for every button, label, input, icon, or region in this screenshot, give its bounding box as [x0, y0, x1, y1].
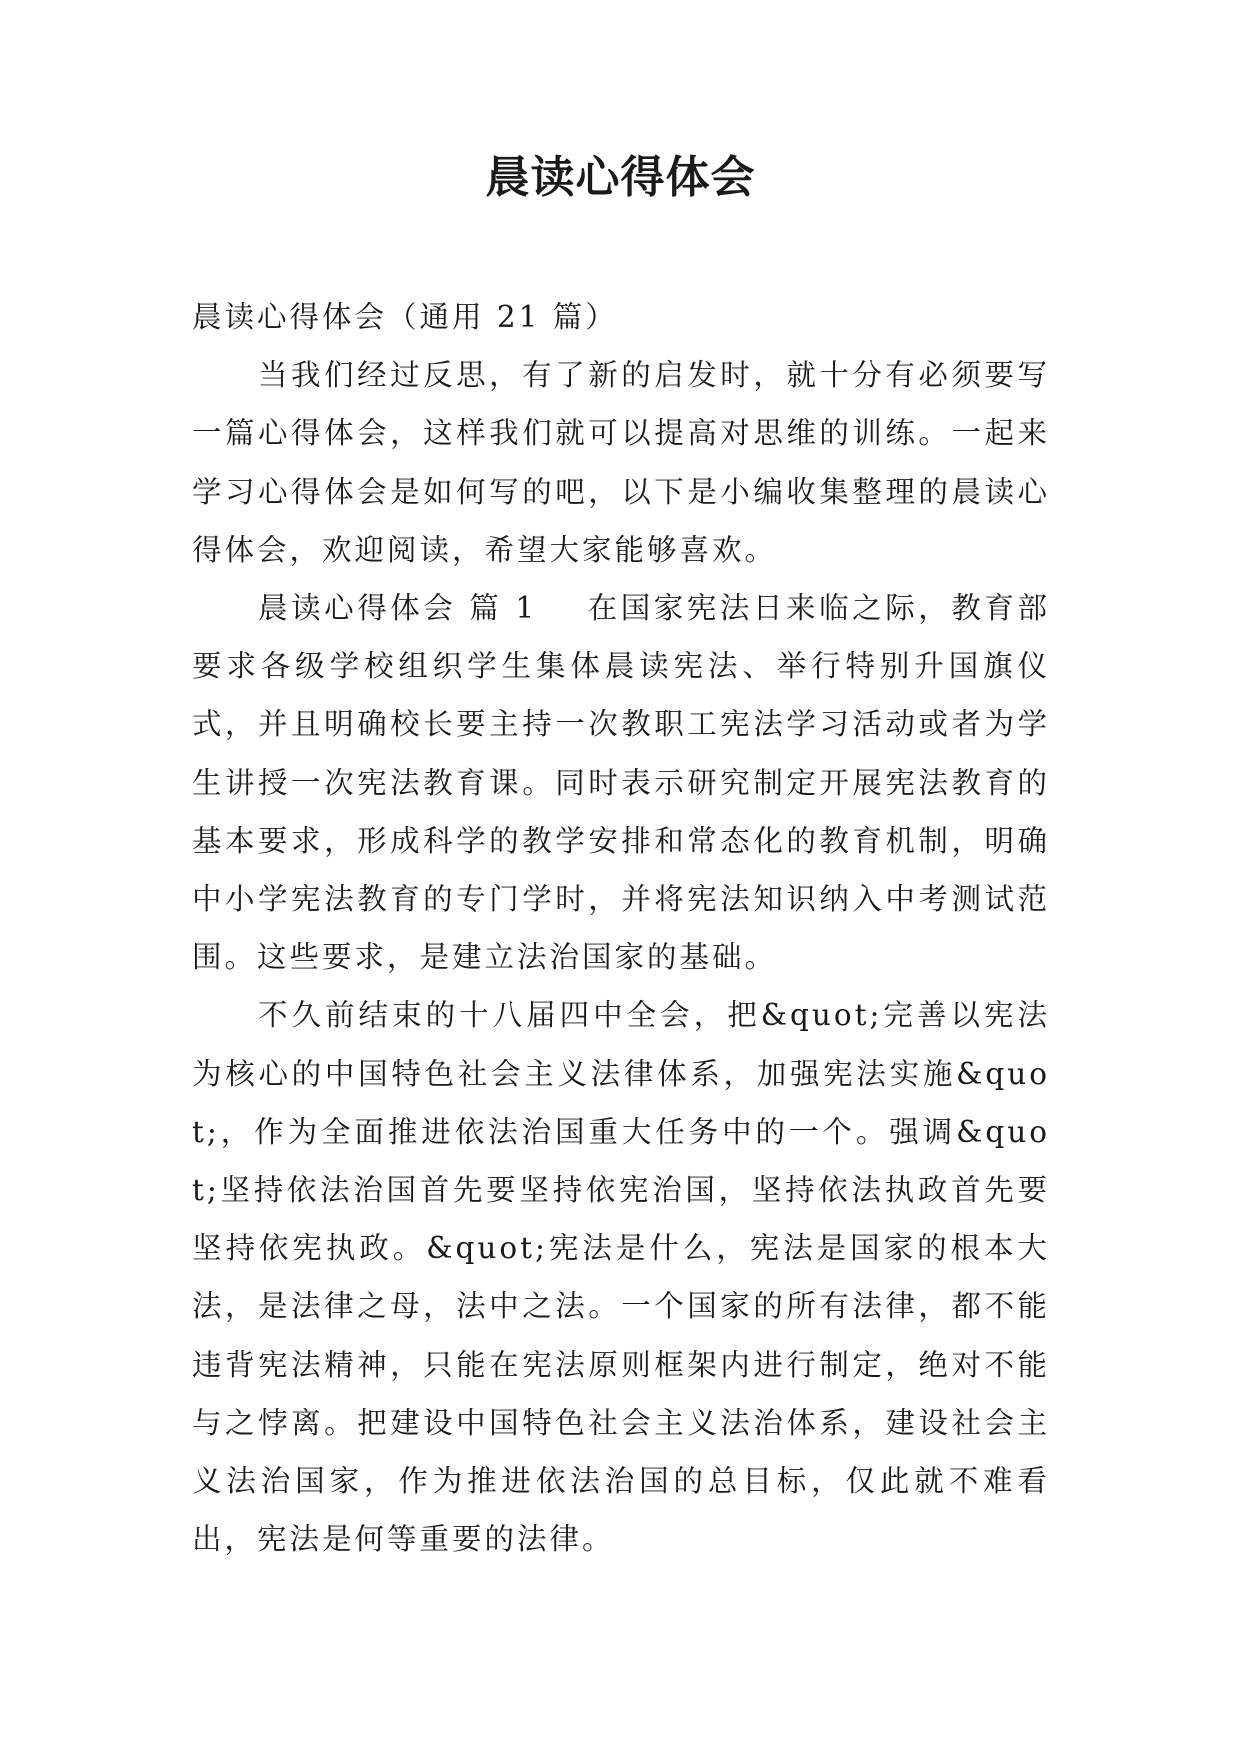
document-subtitle: 晨读心得体会（通用 21 篇） — [192, 300, 618, 334]
section-heading: 晨读心得体会 篇 1 — [258, 591, 538, 626]
section-1-paragraph — [192, 579, 1050, 986]
document-title: 晨读心得体会 — [485, 152, 756, 203]
intro-paragraph: 当我们经过反思，有了新的启发时，就十分有必须要写一篇心得体会，这样我们就可以提高对思维的训练。一起来学习心得体会是如何写的吧，以下是小编收集整理的晨读心得体会，欢迎阅读，希望大家能够喜欢。 — [192, 358, 1050, 567]
section-2-paragraph: 不久前结束的十八届四中全会，把&quot;完善以宪法为核心的中国特色社会主义法律体系，加强宪法实施&quot;，作为全面推进依法治国重大任务中的一个。强调&quot;坚持依法治国首先要坚持依宪治国，坚持依法执政首先要坚持依宪执政。&quot;宪法是什么，宪法是国家的根本大法，是法律之母，法中之法。一个国家的所有法律，都不能违背宪法精神，只能在宪法原则框架内进行制定，绝对不能与之悖离。把建设中国特色社会主义法治体系，建设社会主义法治国家，作为推进依法治国的总目标，仅此就不难看出，宪法是何等重要的法律。 — [192, 998, 1050, 1557]
section-1-text: 在国家宪法日来临之际，教育部要求各级学校组织学生集体晨读宪法、举行特别升国旗仪式，并且明确校长要主持一次教职工宪法学习活动或者为学生讲授一次宪法教育课。同时表示研究制定开展宪法教育的基本要求，形成科学的教学安排和常态化的教育机制，明确中小学宪法教育的专门学时，并将宪法知识纳入中考测试范围。这些要求，是建立法治国家的基础。 — [192, 591, 1050, 975]
document-body — [192, 288, 1050, 1568]
